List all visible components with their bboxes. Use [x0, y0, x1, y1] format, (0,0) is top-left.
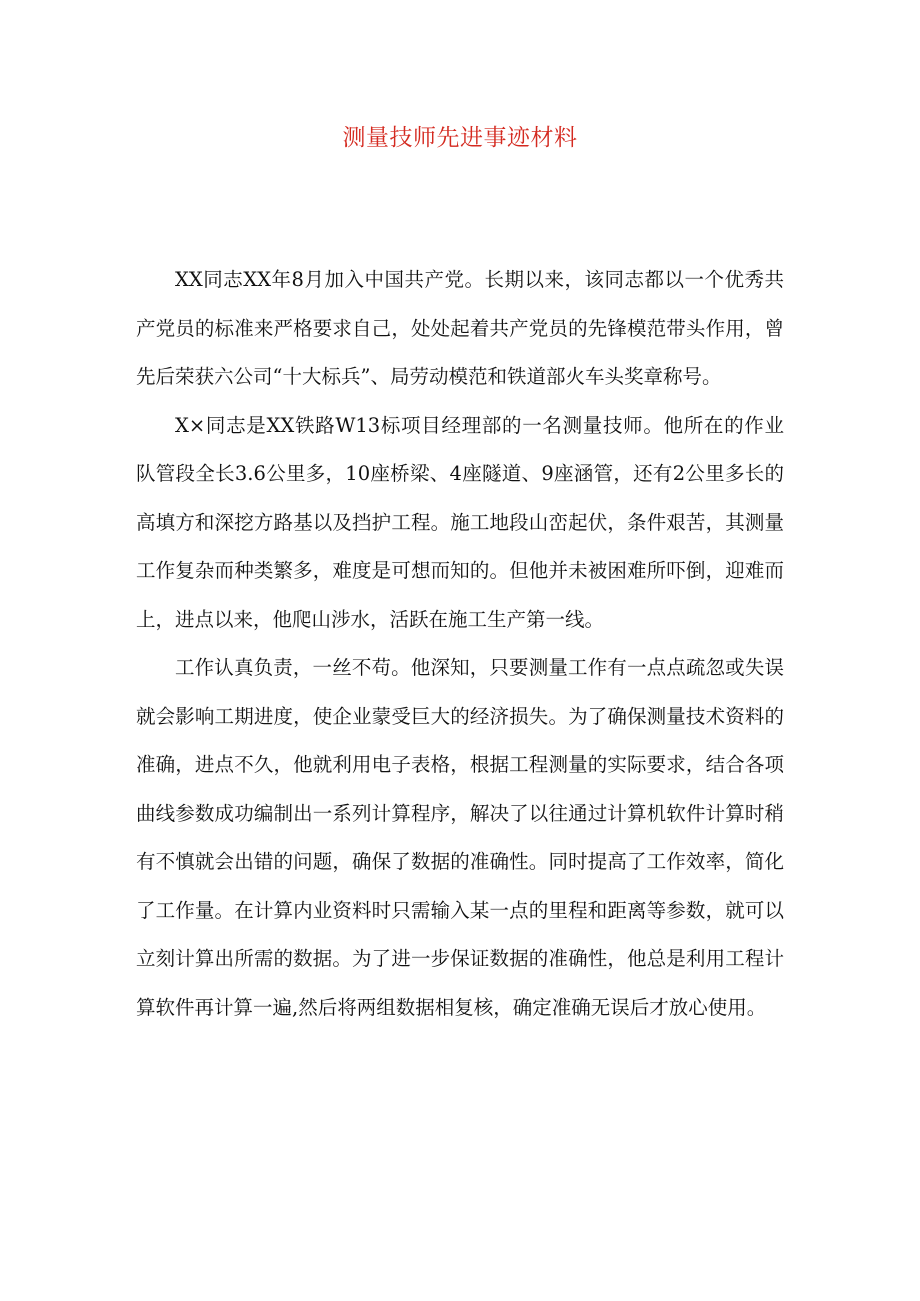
paragraph-party-membership: XX同志XX年8月加入中国共产党。长期以来，该同志都以一个优秀共产党员的标准来严格要求自己，处处起着共产党员的先锋模范带头作用，曾先后荣获六公司“十大标兵”、局劳动模范和铁道部火车头奖章称号。: [136, 268, 784, 388]
document-body: [136, 256, 784, 1032]
paragraph-work-attitude: 工作认真负责，一丝不苟。他深知，只要测量工作有一点点疏忽或失误就会影响工期进度，使企业蒙受巨大的经济损失。为了确保测量技术资料的准确，进点不久，他就利用电子表格，根据工程测量的实际要求，结合各项曲线参数成功编制出一系列计算程序，解决了以往通过计算机软件计算时稍有不慎就会出错的问题，确保了数据的准确性。同时提高了工作效率，简化了工作量。在计算内业资料时只需输入某一点的里程和距离等参数，就可以立刻计算出所需的数据。为了进一步保证数据的准确性，他总是利用工程计算软件再计算一遍,然后将两组数据相复核，确定准确无误后才放心使用。: [136, 656, 784, 1019]
paragraph-project-role: X×同志是XX铁路W13标项目经理部的一名测量技师。他所在的作业队管段全长3.6公里多，10座桥梁、4座隧道、9座涵管，还有2公里多长的高填方和深挖方路基以及挡护工程。施工地段山峦起伏，条件艰苦，其测量工作复杂而种类繁多，难度是可想而知的。但他并未被困难所吓倒，迎难而上，进点以来，他爬山涉水，活跃在施工生产第一线。: [136, 413, 784, 631]
document-title: 测量技师先进事迹材料: [342, 125, 578, 151]
